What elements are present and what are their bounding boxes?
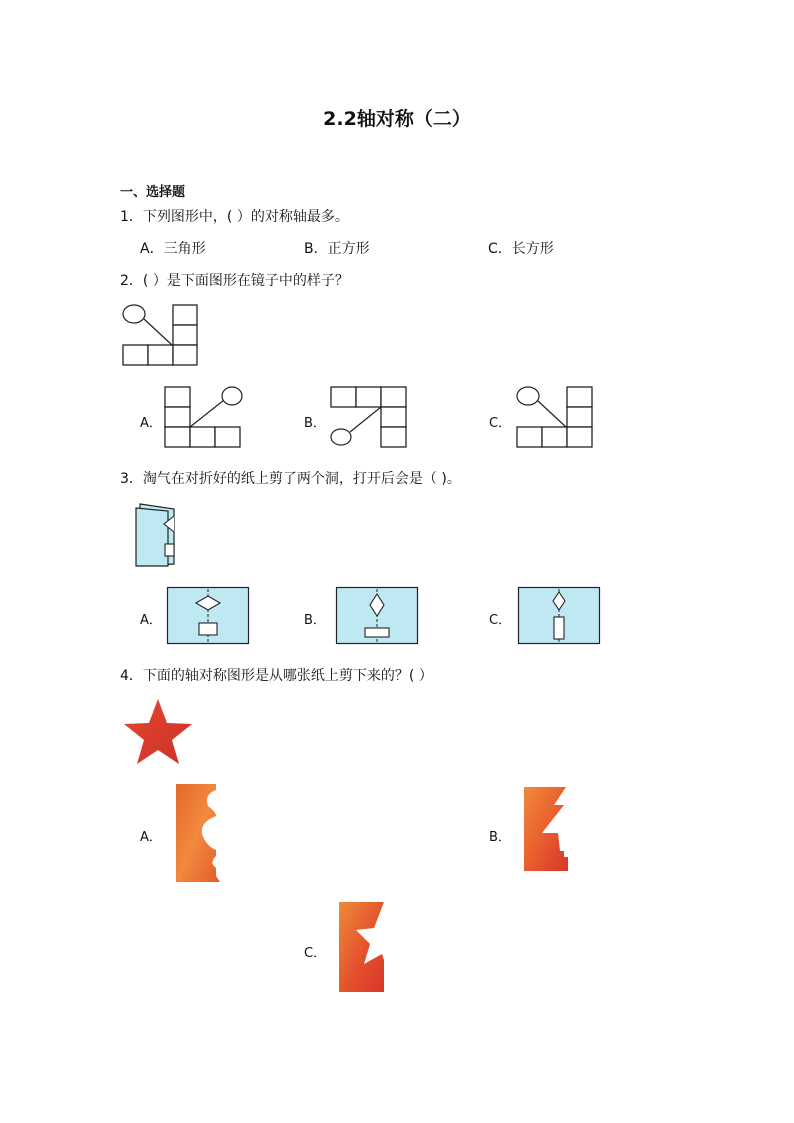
q2-label-b: B． (304, 416, 326, 431)
q4-label-b: B． (489, 830, 511, 845)
question-2-text: 2．( ）是下面图形在镜子中的样子？ (120, 273, 349, 289)
q1-option-c: C．长方形 (488, 241, 554, 257)
q3-option-a-figure[interactable] (167, 587, 249, 645)
q1-option-b: B．正方形 (304, 241, 370, 257)
question-3-text: 3．淘气在对折好的纸上剪了两个洞，打开后会是（ )。 (120, 471, 461, 487)
q4-option-c-paper[interactable] (336, 900, 388, 994)
q2-option-a-figure[interactable] (160, 382, 250, 452)
q3-option-b-figure[interactable] (336, 587, 418, 645)
q4-red-star (122, 697, 194, 767)
q3-label-b: B． (304, 613, 326, 628)
section-heading: 一、选择题 (120, 185, 186, 200)
q3-label-c: C． (489, 613, 512, 628)
q3-folded-paper (134, 500, 184, 570)
q2-option-b-figure[interactable] (326, 382, 416, 452)
q2-label-a: A． (140, 416, 162, 431)
q1-option-a: A．三角形 (140, 241, 206, 257)
q4-label-a: A． (140, 830, 162, 845)
question-4-text: 4．下面的轴对称图形是从哪张纸上剪下来的？( ） (120, 668, 433, 684)
q2-label-c: C． (489, 416, 512, 431)
q4-option-a-paper[interactable] (172, 782, 224, 884)
q4-option-b-paper[interactable] (520, 785, 572, 875)
page-title: 2.2轴对称（二） (323, 108, 471, 130)
q2-option-c-figure[interactable] (512, 382, 602, 452)
q4-label-c: C． (304, 946, 327, 961)
q3-option-c-figure[interactable] (518, 587, 600, 645)
question-1-text: 1．下列图形中，( ）的对称轴最多。 (120, 209, 349, 225)
q3-label-a: A． (140, 613, 162, 628)
q2-original-figure (118, 300, 208, 370)
